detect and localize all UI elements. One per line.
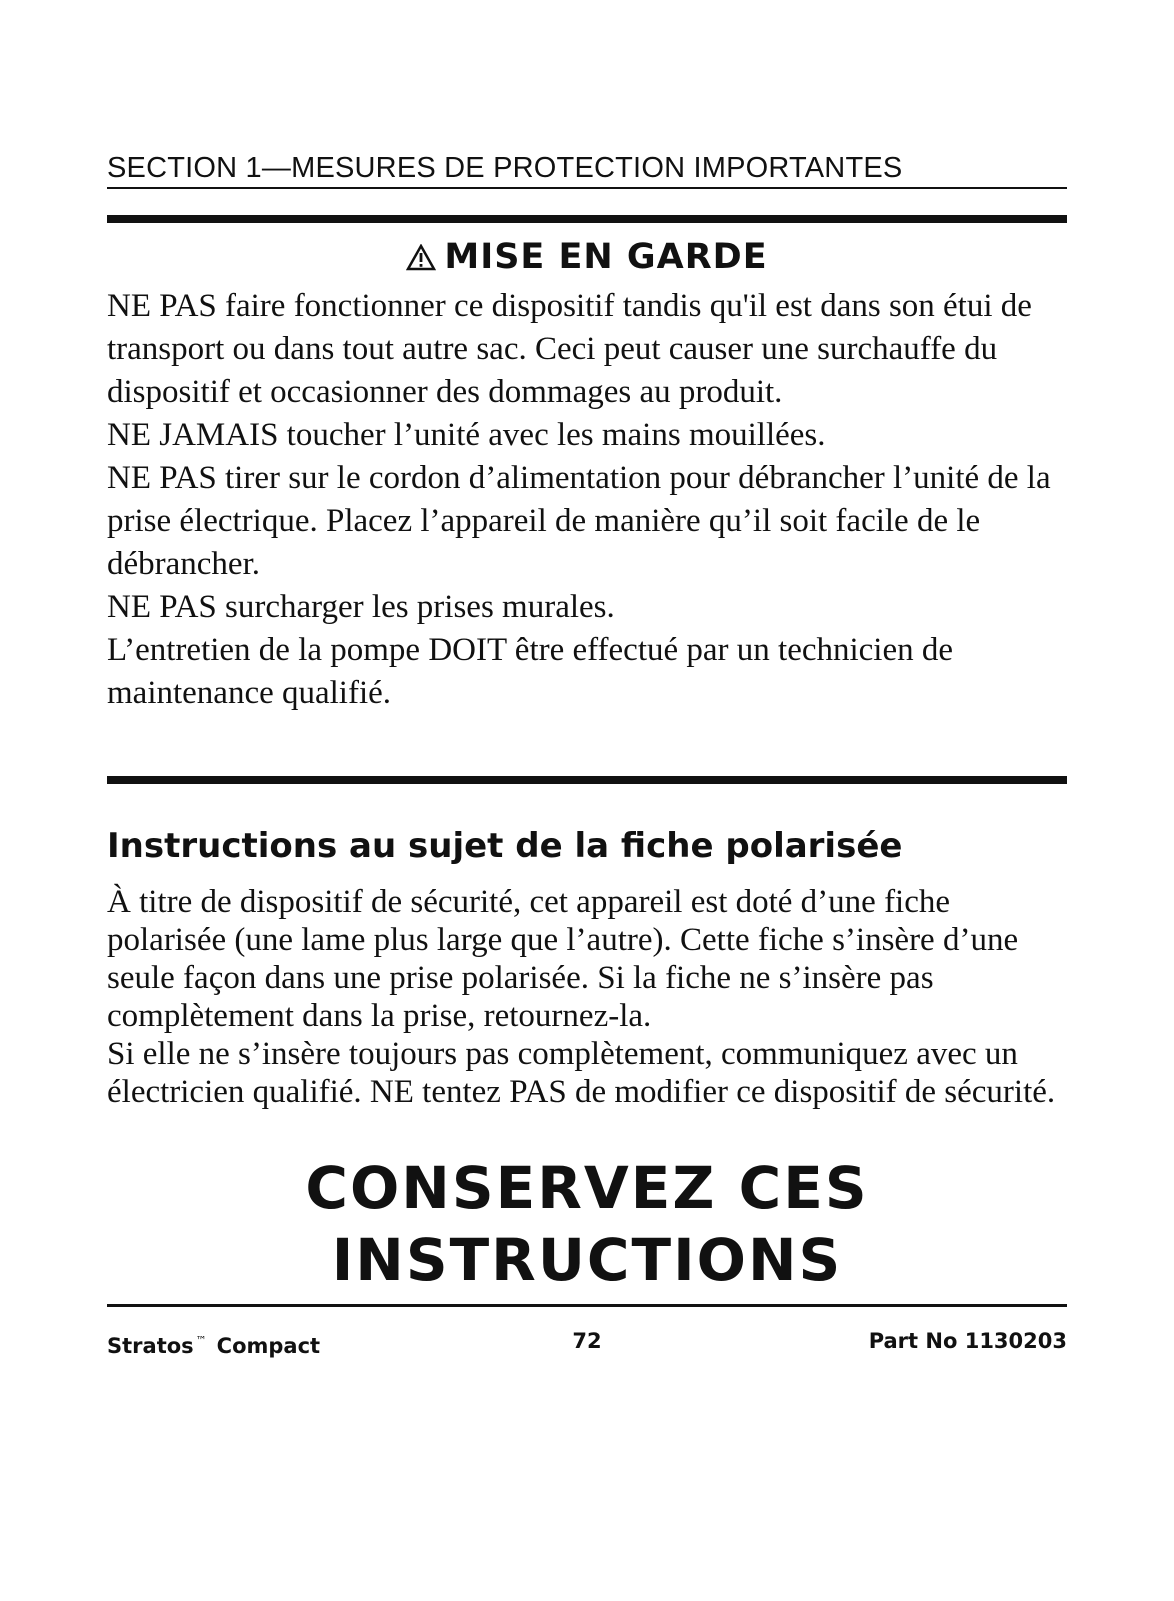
plug-body-text: À titre de dispositif de sécurité, cet appareil est doté d’une fiche polarisée (une lame plus large que l’autre). Cette fiche s’insère d’une seule façon dans une prise polarisée. Si la fiche ne s’insère pas complètement dans la prise, retournez-la. [107, 884, 1019, 1034]
warning-title [107, 236, 1067, 278]
section-header: SECTION 1—MESURES DE PROTECTION IMPORTANTES [107, 152, 903, 184]
warning-title-text: MISE EN GARDE [444, 237, 768, 277]
warning-paragraph: L’entretien de la pompe DOIT être effectué par un technicien de maintenance qualifié. [107, 632, 954, 711]
page-footer [107, 1324, 1067, 1358]
footer-product-name: Stratos [107, 1334, 194, 1358]
warning-body [107, 285, 1067, 715]
part-number: Part No 1130203 [868, 1329, 1067, 1353]
warning-paragraph: NE PAS surcharger les prises murales. [107, 589, 615, 625]
warning-paragraph: NE PAS faire fonctionner ce dispositif tandis qu'il est dans son étui de transport ou dans tout autre sac. Ceci peut causer une surchauffe du dispositif et occasionner des dommages au produit. [107, 288, 1032, 410]
warning-triangle-icon [406, 244, 436, 271]
save-title-line: INSTRUCTIONS [331, 1226, 843, 1294]
plug-section-body [107, 883, 1067, 1111]
warning-paragraph: NE PAS tirer sur le cordon d’alimentation pour débrancher l’unité de la prise électrique. Placez l’appareil de manière qu’il soit facile de le débrancher. [107, 460, 1051, 582]
header-divider [107, 187, 1067, 189]
plug-body-text: Si elle ne s’insère toujours pas complètement, communiquez avec un électricien qualifié. NE tentez PAS de modifier ce dispositif de sécurité. [107, 1036, 1056, 1110]
save-instructions-title [107, 1152, 1067, 1296]
save-title-line: CONSERVEZ CES [305, 1154, 869, 1222]
warning-paragraph: NE JAMAIS toucher l’unité avec les mains mouillées. [107, 417, 826, 453]
footer-model: Compact [216, 1334, 321, 1358]
plug-section-heading: Instructions au sujet de la fiche polarisée [107, 826, 903, 866]
footer-divider [107, 1304, 1067, 1307]
page-number: 72 [572, 1329, 602, 1353]
warning-top-rule [107, 215, 1067, 223]
trademark-symbol: ™ [195, 1334, 207, 1347]
warning-bottom-rule [107, 776, 1067, 784]
